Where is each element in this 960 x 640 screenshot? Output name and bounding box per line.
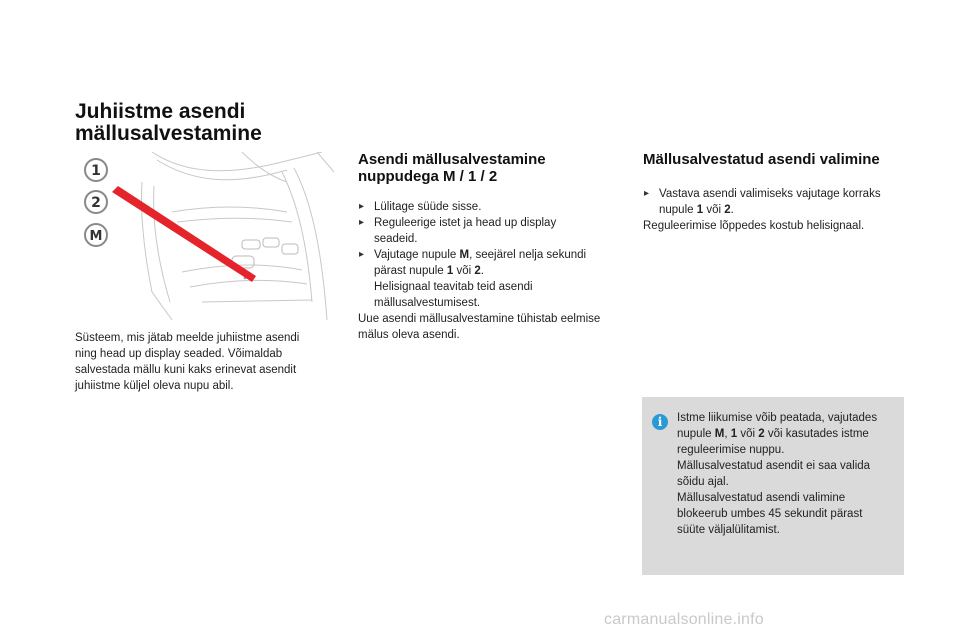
info-line8: süüte väljalülitamist. — [677, 524, 780, 536]
info-line6: Mällusalvestatud asendi valimine — [677, 492, 846, 504]
info-icon: i — [652, 414, 668, 430]
select-step-1 — [643, 186, 905, 218]
info-line3: reguleerimise nuppu. — [677, 444, 785, 456]
key-2: 2 — [758, 428, 765, 440]
save-step-1 — [358, 199, 620, 215]
info-line2-pre: nupule — [677, 428, 715, 440]
save-note — [358, 311, 620, 343]
info-text — [677, 410, 897, 538]
intro-line1: Süsteem, mis jätab meelde juhiistme asendi — [75, 332, 300, 344]
save-step-3-or: või — [453, 265, 475, 277]
watermark: carmanualsonline.info — [604, 611, 764, 628]
seat-memory-illustration — [82, 152, 334, 322]
save-step-3-line2-pre: pärast nupule — [374, 265, 447, 277]
page-title-line2: mällusalvestamine — [75, 122, 262, 145]
intro-line4: juhiistme küljel oleva nupu abil. — [75, 380, 234, 392]
select-step-1-line2-pre: nupule — [659, 204, 697, 216]
info-line7: blokeerub umbes 45 sekundit pärast — [677, 508, 863, 520]
info-box — [642, 397, 904, 575]
key-2: 2 — [724, 204, 731, 216]
intro-line2: ning head up display seaded. Võimaldab — [75, 348, 283, 360]
key-m: M — [459, 249, 470, 261]
info-line2-or: või — [737, 428, 759, 440]
section-select-position — [643, 151, 905, 234]
select-note: Reguleerimise lõppedes kostub helisignaal. — [643, 220, 865, 232]
save-step-2-line1: Reguleerige istet ja head up display — [374, 217, 557, 229]
page-title — [75, 101, 262, 145]
save-note-line1: Uue asendi mällusalvestamine tühistab eelmise — [358, 313, 601, 325]
save-step-1-text: Lülitage süüde sisse. — [374, 201, 482, 213]
key-2: 2 — [474, 265, 481, 277]
save-note-line2: mälus oleva asendi. — [358, 329, 460, 341]
save-step-3-dot: . — [480, 265, 484, 277]
memory-button-m-label: M — [89, 229, 103, 244]
select-step-1-dot: . — [730, 204, 734, 216]
save-step-3 — [358, 247, 620, 311]
key-m: M — [714, 428, 725, 440]
section-save-title — [358, 151, 620, 185]
select-step-1-or: või — [703, 204, 725, 216]
save-step-2 — [358, 215, 620, 247]
info-line2-comma: , — [724, 428, 731, 440]
page-title-line1: Juhiistme asendi — [75, 100, 246, 123]
key-1: 1 — [446, 265, 454, 277]
info-line4: Mällusalvestatud asendit ei saa valida — [677, 460, 871, 472]
memory-button-m — [85, 224, 107, 246]
intro-paragraph — [75, 330, 325, 394]
intro-line3: salvestada mällu kuni kaks erinevat asendit — [75, 364, 297, 376]
save-steps — [358, 199, 620, 343]
memory-button-2 — [85, 191, 107, 213]
section-save-title-line2: nuppudega M / 1 / 2 — [358, 168, 498, 185]
bullet-arrow-icon: ▸ — [359, 249, 365, 260]
save-step-3-pre: Vajutage nupule — [374, 249, 460, 261]
section-save-title-line1: Asendi mällusalvestamine — [358, 151, 546, 168]
section-save-position — [358, 151, 620, 343]
bullet-arrow-icon: ▸ — [359, 217, 365, 228]
memory-button-1-label: 1 — [91, 163, 101, 179]
seat-drawing — [82, 152, 334, 322]
bullet-arrow-icon: ▸ — [359, 201, 365, 212]
key-1: 1 — [696, 204, 704, 216]
bullet-arrow-icon: ▸ — [644, 188, 650, 199]
info-line2-post: või kasutades istme — [764, 428, 869, 440]
info-line1: Istme liikumise võib peatada, vajutades — [677, 412, 878, 424]
save-step-3-line4: mällusalvestumisest. — [374, 297, 481, 309]
save-step-3-post: , seejärel nelja sekundi — [469, 249, 587, 261]
section-select-title: Mällusalvestatud asendi valimine — [643, 151, 880, 168]
save-step-2-line2: seadeid. — [374, 233, 418, 245]
key-1: 1 — [730, 428, 738, 440]
save-step-3-line3: Helisignaal teavitab teid asendi — [374, 281, 533, 293]
select-step-1-line1: Vastava asendi valimiseks vajutage korraks — [659, 188, 881, 200]
memory-button-2-label: 2 — [91, 195, 101, 211]
memory-button-1 — [85, 159, 107, 181]
select-steps — [643, 186, 905, 234]
info-line5: sõidu ajal. — [677, 476, 729, 488]
